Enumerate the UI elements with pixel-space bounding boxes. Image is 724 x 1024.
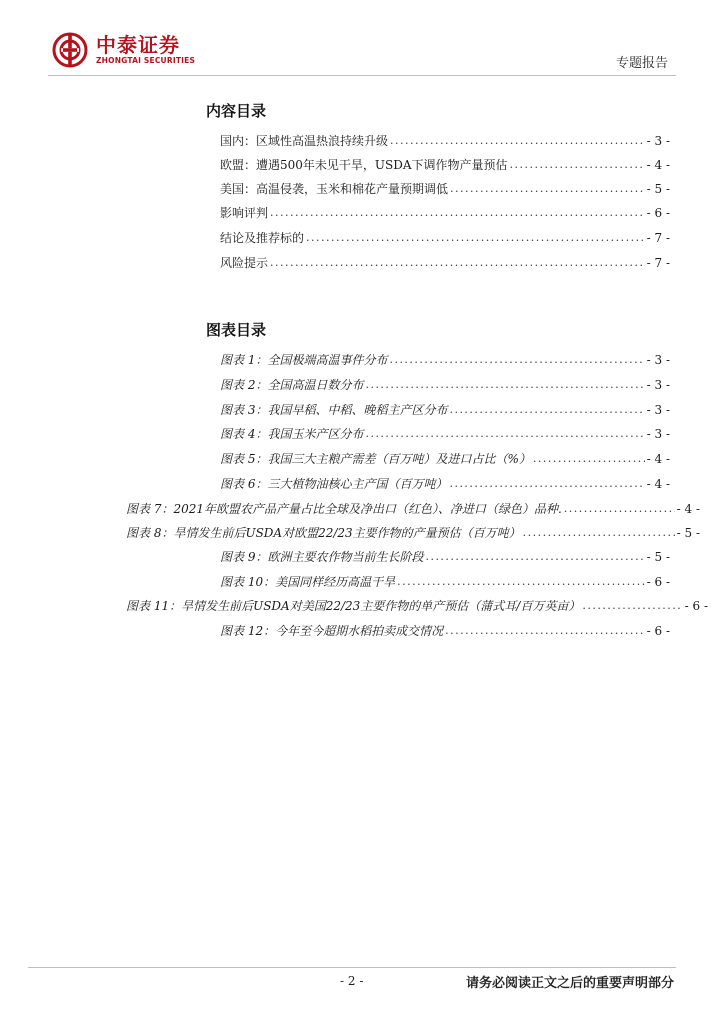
toc-item-label: 影响评判 — [220, 206, 269, 220]
toc-item-page: - 5 - — [646, 182, 670, 196]
toc-item-label: 结论及推荐标的 — [220, 231, 305, 245]
figure-toc-item[interactable] — [220, 348, 670, 368]
report-type-label: 专题报告 — [615, 56, 668, 71]
toc-leader-dots — [390, 133, 645, 149]
content-toc-item[interactable] — [220, 226, 670, 246]
toc-item-label: 图表 2：全国高温日数分布 — [220, 378, 364, 392]
toc-leader-dots — [270, 205, 645, 221]
toc-item-label: 图表 10：美国同样经历高温干旱 — [220, 575, 396, 589]
toc-item-page: - 4 - — [676, 502, 700, 516]
figure-toc-item[interactable] — [220, 398, 670, 418]
content-toc-title: 内容目录 — [206, 102, 267, 120]
toc-leader-dots — [445, 623, 645, 639]
logo-chinese-name: 中泰证券 — [96, 33, 180, 57]
toc-item-page: - 5 - — [646, 550, 670, 564]
toc-leader-dots — [564, 501, 675, 517]
company-logo — [52, 30, 195, 70]
figure-toc-item[interactable] — [220, 373, 670, 393]
figure-toc-item[interactable] — [220, 570, 670, 590]
toc-leader-dots — [450, 181, 645, 197]
toc-leader-dots — [449, 402, 644, 418]
disclaimer-note: 请务必阅读正文之后的重要声明部分 — [465, 976, 674, 991]
toc-leader-dots — [397, 574, 645, 590]
toc-item-page: - 3 - — [646, 134, 670, 148]
toc-item-label: 图表 6：三大植物油核心主产国（百万吨） — [220, 477, 448, 491]
toc-item-label: 图表 3：我国早稻、中稻、晚稻主产区分布 — [220, 403, 448, 417]
toc-item-page: - 7 - — [646, 231, 670, 245]
toc-item-label: 美国：高温侵袭，玉米和棉花产量预期调低 — [220, 182, 449, 196]
toc-leader-dots — [582, 598, 682, 614]
toc-item-label: 风险提示 — [220, 256, 269, 270]
figure-toc-title: 图表目录 — [206, 321, 267, 339]
toc-item-label: 图表 11：旱情发生前后USDA对美国22/23主要作物的单产预估（蒲式耳/百万英亩） — [126, 599, 581, 613]
toc-leader-dots — [523, 525, 675, 541]
toc-item-label: 图表 7：2021年欧盟农产品产量占比全球及净出口（红色）、净进口（绿色）品种. — [126, 502, 562, 516]
footer-divider — [28, 967, 676, 968]
toc-leader-dots — [425, 549, 644, 565]
toc-item-page: - 3 - — [646, 353, 670, 367]
content-toc-item[interactable] — [220, 201, 670, 221]
toc-item-label: 图表 4：我国玉米产区分布 — [220, 427, 364, 441]
toc-item-page: - 6 - — [646, 575, 670, 589]
toc-item-label: 欧盟：遭遇500年未见干旱，USDA下调作物产量预估 — [220, 158, 508, 172]
figure-toc-item[interactable] — [126, 521, 700, 541]
page-number: - 2 - — [340, 974, 364, 988]
content-toc-item[interactable] — [220, 129, 670, 149]
figure-toc-item[interactable] — [220, 545, 670, 565]
toc-leader-dots — [449, 476, 644, 492]
content-toc-item[interactable] — [220, 153, 670, 173]
content-toc-item[interactable] — [220, 251, 670, 271]
toc-leader-dots — [533, 451, 645, 467]
toc-item-page: - 6 - — [684, 599, 708, 613]
toc-leader-dots — [365, 377, 644, 393]
figure-toc-item[interactable] — [220, 619, 670, 639]
toc-leader-dots — [389, 352, 644, 368]
toc-item-page: - 3 - — [646, 403, 670, 417]
toc-leader-dots — [270, 255, 645, 271]
toc-item-page: - 5 - — [676, 526, 700, 540]
content-toc-item[interactable] — [220, 177, 670, 197]
toc-item-page: - 6 - — [646, 206, 670, 220]
toc-item-label: 图表 1：全国极端高温事件分布 — [220, 353, 388, 367]
toc-leader-dots — [306, 230, 645, 246]
toc-item-page: - 6 - — [646, 624, 670, 638]
toc-item-page: - 4 - — [646, 477, 670, 491]
toc-item-page: - 7 - — [646, 256, 670, 270]
zhongtai-logo-icon — [52, 32, 88, 68]
toc-item-label: 图表 5：我国三大主粮产需差（百万吨）及进口占比（%） — [220, 452, 531, 466]
toc-item-label: 国内：区域性高温热浪持续升级 — [220, 134, 389, 148]
figure-toc-item[interactable] — [220, 422, 670, 442]
toc-item-label: 图表 12：今年至今超期水稻拍卖成交情况 — [220, 624, 444, 638]
figure-toc-item[interactable] — [220, 472, 670, 492]
toc-item-page: - 3 - — [646, 378, 670, 392]
toc-leader-dots — [510, 157, 645, 173]
page-header — [0, 0, 724, 80]
toc-item-page: - 4 - — [646, 452, 670, 466]
toc-item-label: 图表 9：欧洲主要农作物当前生长阶段 — [220, 550, 424, 564]
figure-toc-item[interactable] — [220, 447, 670, 467]
header-divider — [48, 75, 676, 76]
figure-toc-item[interactable] — [126, 594, 708, 614]
toc-item-label: 图表 8：旱情发生前后USDA对欧盟22/23主要作物的产量预估（百万吨） — [126, 526, 521, 540]
toc-item-page: - 4 - — [646, 158, 670, 172]
figure-toc-item[interactable] — [126, 497, 700, 517]
toc-item-page: - 3 - — [646, 427, 670, 441]
logo-english-name: ZHONGTAI SECURITIES — [96, 56, 196, 65]
toc-leader-dots — [365, 426, 644, 442]
